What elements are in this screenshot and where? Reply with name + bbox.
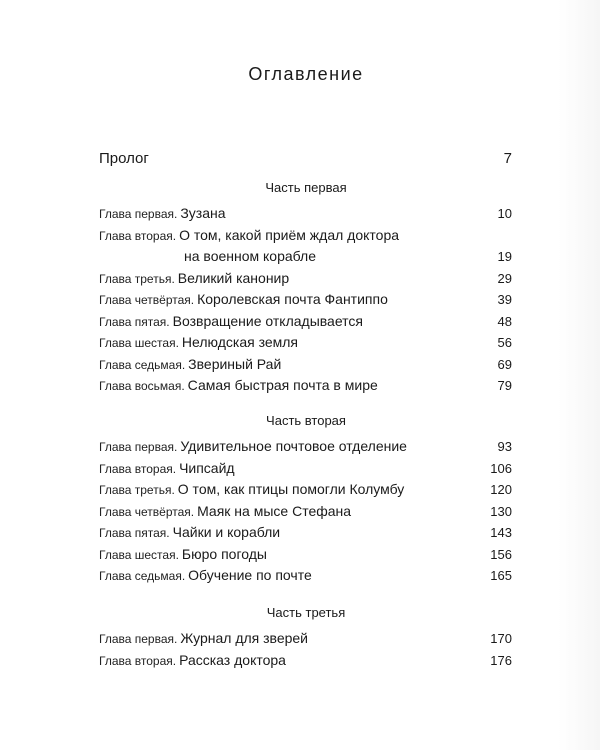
chapter-title: Звериный Рай bbox=[188, 355, 282, 372]
prologue-entry bbox=[99, 150, 512, 172]
chapter-title: Нелюдская земля bbox=[181, 334, 298, 350]
toc-entry bbox=[99, 522, 512, 544]
toc-entry bbox=[99, 544, 512, 566]
chapter-number: Глава первая. bbox=[99, 440, 178, 454]
page-number: 120 bbox=[490, 482, 512, 497]
chapter-number: Глава четвёртая. bbox=[99, 504, 195, 519]
toc-entry bbox=[99, 479, 512, 501]
page-number: 69 bbox=[497, 356, 512, 372]
page-number: 106 bbox=[490, 460, 512, 476]
chapter-title: Возвращение откладывается bbox=[172, 312, 363, 329]
toc-entry bbox=[99, 354, 512, 376]
page-number: 79 bbox=[497, 378, 512, 393]
page-number: 56 bbox=[497, 335, 512, 350]
chapter-number: Глава вторая. bbox=[99, 461, 177, 476]
chapter-title: Королевская почта Фантиппо bbox=[197, 291, 388, 307]
chapter-number: Глава вторая. bbox=[99, 228, 177, 243]
chapter-title: Рассказ доктора bbox=[179, 651, 286, 668]
toc-entry bbox=[99, 332, 512, 354]
page-number: 39 bbox=[497, 292, 512, 307]
chapter-title: Зузана bbox=[180, 205, 226, 221]
page-number: 143 bbox=[490, 525, 512, 540]
chapter-title: О том, как птицы помогли Колумбу bbox=[177, 481, 405, 497]
part-three-chapter-list bbox=[99, 628, 512, 671]
chapter-number: Глава пятая. bbox=[99, 314, 170, 329]
toc-entry bbox=[99, 628, 512, 650]
page-number: 165 bbox=[490, 568, 512, 583]
chapter-title: Чипсайд bbox=[179, 459, 235, 476]
page-number: 19 bbox=[497, 249, 512, 264]
page-number: 170 bbox=[490, 631, 512, 646]
chapter-title: Удивительное почтовое отделение bbox=[180, 438, 407, 454]
chapter-title: Маяк на мысе Стефана bbox=[197, 502, 352, 519]
part-two-chapter-list bbox=[99, 436, 512, 587]
chapter-number: Глава восьмая. bbox=[99, 379, 185, 393]
page-number: 176 bbox=[490, 652, 512, 668]
toc-entry-continuation bbox=[99, 246, 512, 268]
page-number: 10 bbox=[497, 206, 512, 221]
prologue-label: Пролог bbox=[99, 150, 149, 167]
prologue-page-number: 7 bbox=[503, 150, 512, 167]
chapter-title: Великий канонир bbox=[177, 269, 290, 286]
part-title: Часть третья bbox=[266, 605, 346, 620]
chapter-number: Глава первая. bbox=[99, 207, 178, 221]
chapter-title: Обучение по почте bbox=[188, 567, 312, 583]
toc-entry bbox=[99, 565, 512, 587]
page-number: 48 bbox=[497, 313, 512, 329]
page-number: 156 bbox=[490, 546, 512, 562]
chapter-title: Чайки и корабли bbox=[172, 524, 281, 540]
toc-entry bbox=[99, 289, 512, 311]
part-title: Часть первая bbox=[265, 180, 347, 195]
page-number: 93 bbox=[497, 439, 512, 454]
chapter-number: Глава шестая. bbox=[99, 547, 179, 562]
chapter-title: Бюро погоды bbox=[181, 545, 267, 562]
chapter-title: Журнал для зверей bbox=[180, 630, 309, 646]
toc-entry bbox=[99, 501, 512, 523]
toc-entry bbox=[99, 375, 512, 397]
chapter-number: Глава шестая. bbox=[99, 336, 179, 350]
chapter-number: Глава вторая. bbox=[99, 653, 177, 668]
toc-entry bbox=[99, 203, 512, 225]
chapter-number: Глава седьмая. bbox=[99, 569, 186, 583]
page-edge-shadow bbox=[558, 0, 600, 750]
chapter-number: Глава первая. bbox=[99, 632, 178, 646]
chapter-number: Глава третья. bbox=[99, 271, 175, 286]
chapter-number: Глава пятая. bbox=[99, 526, 170, 540]
page-title: Оглавление bbox=[248, 64, 364, 84]
toc-entry bbox=[99, 268, 512, 290]
toc-entry bbox=[99, 458, 512, 480]
chapter-number: Глава четвёртая. bbox=[99, 293, 195, 307]
chapter-number: Глава седьмая. bbox=[99, 357, 186, 372]
chapter-title: Самая быстрая почта в мире bbox=[187, 377, 378, 393]
part-one-chapter-list bbox=[99, 203, 512, 397]
page-number: 130 bbox=[490, 503, 512, 519]
toc-entry bbox=[99, 650, 512, 672]
chapter-number: Глава третья. bbox=[99, 483, 175, 497]
page-number: 29 bbox=[497, 270, 512, 286]
toc-entry bbox=[99, 225, 512, 247]
chapter-title: О том, какой приём ждал доктора bbox=[179, 226, 400, 243]
chapter-title-continuation: на военном корабле bbox=[184, 248, 317, 264]
part-title: Часть вторая bbox=[266, 413, 346, 428]
toc-entry bbox=[99, 311, 512, 333]
toc-entry bbox=[99, 436, 512, 458]
